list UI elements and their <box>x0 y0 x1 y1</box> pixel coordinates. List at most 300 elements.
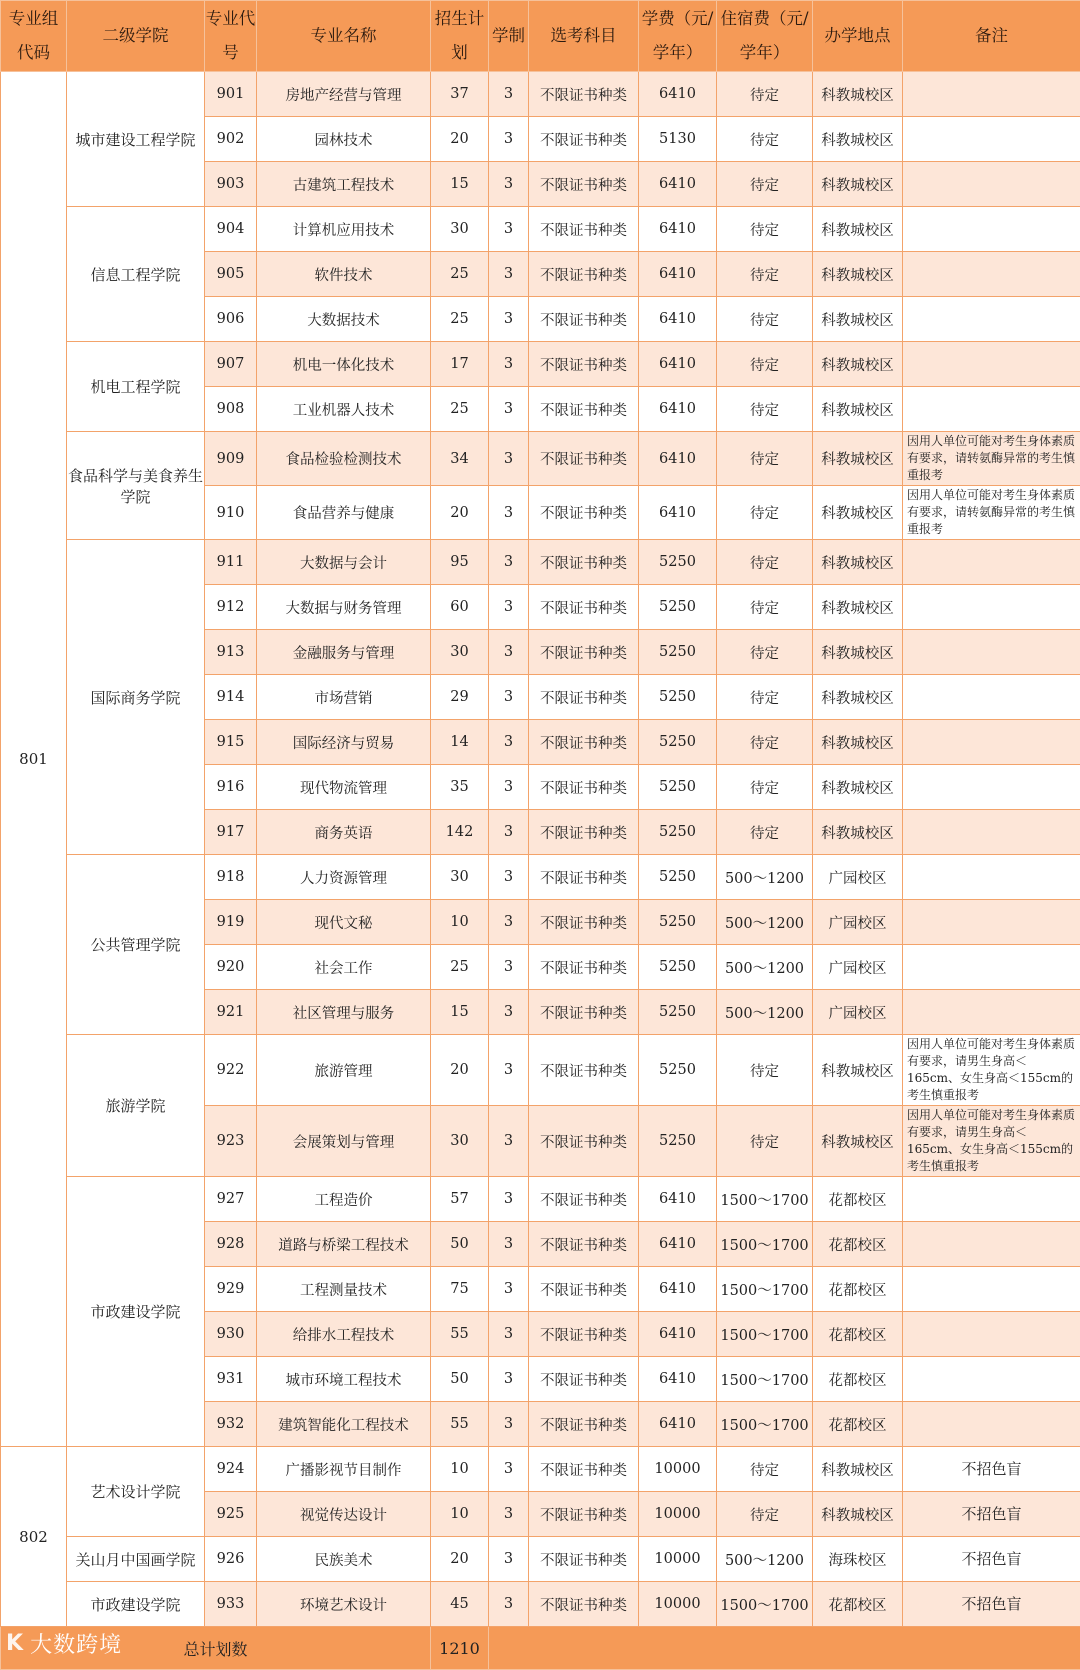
major-code-cell: 910 <box>205 486 257 540</box>
subjects-cell: 不限证书种类 <box>529 765 639 810</box>
plan-cell: 142 <box>431 810 489 855</box>
dorm-cell: 待定 <box>717 252 813 297</box>
years-cell: 3 <box>489 855 529 900</box>
major-name-cell: 园林技术 <box>257 117 431 162</box>
subjects-cell: 不限证书种类 <box>529 585 639 630</box>
dorm-cell: 待定 <box>717 1035 813 1106</box>
tuition-cell: 5250 <box>639 945 717 990</box>
campus-cell: 科教城校区 <box>813 585 903 630</box>
remark-cell <box>903 72 1080 117</box>
tuition-cell: 5250 <box>639 765 717 810</box>
total-value: 1210 <box>431 1627 489 1670</box>
subjects-cell: 不限证书种类 <box>529 720 639 765</box>
remark-cell <box>903 630 1080 675</box>
campus-cell: 科教城校区 <box>813 675 903 720</box>
major-code-cell: 927 <box>205 1177 257 1222</box>
campus-cell: 科教城校区 <box>813 207 903 252</box>
years-cell: 3 <box>489 540 529 585</box>
tuition-cell: 5250 <box>639 1035 717 1106</box>
plan-cell: 10 <box>431 1492 489 1537</box>
plan-cell: 55 <box>431 1312 489 1357</box>
major-code-cell: 911 <box>205 540 257 585</box>
major-name-cell: 机电一体化技术 <box>257 342 431 387</box>
tuition-cell: 5250 <box>639 810 717 855</box>
table-row <box>1 72 1080 117</box>
years-cell: 3 <box>489 1035 529 1106</box>
campus-cell: 科教城校区 <box>813 486 903 540</box>
college-cell: 旅游学院 <box>67 1035 205 1177</box>
years-cell: 3 <box>489 720 529 765</box>
plan-cell: 25 <box>431 945 489 990</box>
remark-cell <box>903 720 1080 765</box>
major-code-cell: 915 <box>205 720 257 765</box>
campus-cell: 花都校区 <box>813 1402 903 1447</box>
dorm-cell: 1500～1700 <box>717 1402 813 1447</box>
total-empty <box>489 1627 1080 1670</box>
tuition-cell: 5250 <box>639 855 717 900</box>
dorm-cell: 1500～1700 <box>717 1177 813 1222</box>
remark-cell: 因用人单位可能对考生身体素质有要求，请转氨酶异常的考生慎重报考 <box>903 486 1080 540</box>
header-college: 二级学院 <box>67 1 205 72</box>
major-name-cell: 建筑智能化工程技术 <box>257 1402 431 1447</box>
subjects-cell: 不限证书种类 <box>529 1492 639 1537</box>
total-label: 总计划数 <box>1 1627 431 1670</box>
dorm-cell: 待定 <box>717 72 813 117</box>
header-remark: 备注 <box>903 1 1080 72</box>
table-row <box>1 207 1080 252</box>
remark-cell: 不招色盲 <box>903 1537 1080 1582</box>
dorm-cell: 待定 <box>717 1106 813 1177</box>
table-body <box>1 72 1080 1627</box>
dorm-cell: 1500～1700 <box>717 1357 813 1402</box>
watermark-logo <box>6 1626 122 1660</box>
remark-cell: 不招色盲 <box>903 1582 1080 1627</box>
subjects-cell: 不限证书种类 <box>529 630 639 675</box>
major-name-cell: 旅游管理 <box>257 1035 431 1106</box>
major-name-cell: 大数据与会计 <box>257 540 431 585</box>
major-name-cell: 环境艺术设计 <box>257 1582 431 1627</box>
header-group-code: 专业组代码 <box>1 1 67 72</box>
years-cell: 3 <box>489 765 529 810</box>
campus-cell: 科教城校区 <box>813 387 903 432</box>
dorm-cell: 待定 <box>717 765 813 810</box>
major-code-cell: 922 <box>205 1035 257 1106</box>
tuition-cell: 6410 <box>639 387 717 432</box>
college-cell: 公共管理学院 <box>67 855 205 1035</box>
plan-cell: 34 <box>431 432 489 486</box>
major-code-cell: 924 <box>205 1447 257 1492</box>
major-name-cell: 现代文秘 <box>257 900 431 945</box>
header-major-name: 专业名称 <box>257 1 431 72</box>
dorm-cell: 500～1200 <box>717 900 813 945</box>
remark-cell <box>903 900 1080 945</box>
dorm-cell: 待定 <box>717 162 813 207</box>
remark-cell: 不招色盲 <box>903 1447 1080 1492</box>
college-cell: 信息工程学院 <box>67 207 205 342</box>
years-cell: 3 <box>489 900 529 945</box>
years-cell: 3 <box>489 117 529 162</box>
campus-cell: 花都校区 <box>813 1177 903 1222</box>
major-code-cell: 906 <box>205 297 257 342</box>
header-plan: 招生计划 <box>431 1 489 72</box>
plan-cell: 30 <box>431 855 489 900</box>
subjects-cell: 不限证书种类 <box>529 1106 639 1177</box>
remark-cell <box>903 990 1080 1035</box>
table-row <box>1 855 1080 900</box>
major-code-cell: 913 <box>205 630 257 675</box>
campus-cell: 广园校区 <box>813 945 903 990</box>
tuition-cell: 10000 <box>639 1582 717 1627</box>
campus-cell: 广园校区 <box>813 990 903 1035</box>
major-name-cell: 商务英语 <box>257 810 431 855</box>
major-name-cell: 会展策划与管理 <box>257 1106 431 1177</box>
college-cell: 机电工程学院 <box>67 342 205 432</box>
subjects-cell: 不限证书种类 <box>529 1537 639 1582</box>
dorm-cell: 1500～1700 <box>717 1582 813 1627</box>
major-name-cell: 古建筑工程技术 <box>257 162 431 207</box>
remark-cell: 因用人单位可能对考生身体素质有要求，请转氨酶异常的考生慎重报考 <box>903 432 1080 486</box>
campus-cell: 科教城校区 <box>813 1035 903 1106</box>
major-name-cell: 大数据与财务管理 <box>257 585 431 630</box>
remark-cell <box>903 1312 1080 1357</box>
campus-cell: 科教城校区 <box>813 630 903 675</box>
dorm-cell: 待定 <box>717 810 813 855</box>
college-cell: 市政建设学院 <box>67 1582 205 1627</box>
major-code-cell: 917 <box>205 810 257 855</box>
plan-cell: 20 <box>431 486 489 540</box>
years-cell: 3 <box>489 252 529 297</box>
tuition-cell: 5250 <box>639 900 717 945</box>
header-campus: 办学地点 <box>813 1 903 72</box>
subjects-cell: 不限证书种类 <box>529 432 639 486</box>
college-cell: 艺术设计学院 <box>67 1447 205 1537</box>
plan-cell: 20 <box>431 1035 489 1106</box>
major-name-cell: 广播影视节目制作 <box>257 1447 431 1492</box>
tuition-cell: 6410 <box>639 342 717 387</box>
major-name-cell: 计算机应用技术 <box>257 207 431 252</box>
plan-cell: 17 <box>431 342 489 387</box>
college-cell: 国际商务学院 <box>67 540 205 855</box>
major-code-cell: 923 <box>205 1106 257 1177</box>
subjects-cell: 不限证书种类 <box>529 990 639 1035</box>
subjects-cell: 不限证书种类 <box>529 675 639 720</box>
major-code-cell: 921 <box>205 990 257 1035</box>
major-name-cell: 人力资源管理 <box>257 855 431 900</box>
plan-cell: 57 <box>431 1177 489 1222</box>
remark-cell <box>903 342 1080 387</box>
remark-cell <box>903 1177 1080 1222</box>
header-row <box>1 1 1080 72</box>
subjects-cell: 不限证书种类 <box>529 1035 639 1106</box>
tuition-cell: 6410 <box>639 1177 717 1222</box>
header-dorm: 住宿费（元/学年） <box>717 1 813 72</box>
tuition-cell: 6410 <box>639 1357 717 1402</box>
major-code-cell: 920 <box>205 945 257 990</box>
plan-cell: 50 <box>431 1357 489 1402</box>
dorm-cell: 待定 <box>717 432 813 486</box>
remark-cell <box>903 945 1080 990</box>
tuition-cell: 6410 <box>639 1402 717 1447</box>
dorm-cell: 待定 <box>717 1492 813 1537</box>
tuition-cell: 6410 <box>639 486 717 540</box>
campus-cell: 科教城校区 <box>813 1106 903 1177</box>
remark-cell <box>903 207 1080 252</box>
tuition-cell: 6410 <box>639 1267 717 1312</box>
dorm-cell: 待定 <box>717 585 813 630</box>
subjects-cell: 不限证书种类 <box>529 387 639 432</box>
plan-cell: 75 <box>431 1267 489 1312</box>
table-row <box>1 1177 1080 1222</box>
tuition-cell: 5250 <box>639 720 717 765</box>
subjects-cell: 不限证书种类 <box>529 252 639 297</box>
tuition-cell: 6410 <box>639 432 717 486</box>
plan-cell: 10 <box>431 1447 489 1492</box>
years-cell: 3 <box>489 675 529 720</box>
table-row <box>1 342 1080 387</box>
plan-cell: 29 <box>431 675 489 720</box>
years-cell: 3 <box>489 1312 529 1357</box>
dorm-cell: 待定 <box>717 675 813 720</box>
tuition-cell: 6410 <box>639 162 717 207</box>
major-code-cell: 931 <box>205 1357 257 1402</box>
tuition-cell: 6410 <box>639 297 717 342</box>
table-row <box>1 1447 1080 1492</box>
remark-cell <box>903 810 1080 855</box>
subjects-cell: 不限证书种类 <box>529 540 639 585</box>
tuition-cell: 6410 <box>639 252 717 297</box>
dorm-cell: 待定 <box>717 630 813 675</box>
plan-cell: 20 <box>431 1537 489 1582</box>
remark-cell <box>903 585 1080 630</box>
table-row <box>1 1582 1080 1627</box>
campus-cell: 科教城校区 <box>813 162 903 207</box>
major-code-cell: 918 <box>205 855 257 900</box>
plan-cell: 30 <box>431 207 489 252</box>
dorm-cell: 待定 <box>717 207 813 252</box>
years-cell: 3 <box>489 207 529 252</box>
dorm-cell: 待定 <box>717 387 813 432</box>
header-major-code: 专业代号 <box>205 1 257 72</box>
major-name-cell: 食品营养与健康 <box>257 486 431 540</box>
years-cell: 3 <box>489 162 529 207</box>
major-name-cell: 视觉传达设计 <box>257 1492 431 1537</box>
major-code-cell: 932 <box>205 1402 257 1447</box>
campus-cell: 科教城校区 <box>813 720 903 765</box>
subjects-cell: 不限证书种类 <box>529 1357 639 1402</box>
major-name-cell: 软件技术 <box>257 252 431 297</box>
campus-cell: 广园校区 <box>813 900 903 945</box>
plan-cell: 50 <box>431 1222 489 1267</box>
years-cell: 3 <box>489 342 529 387</box>
plan-cell: 25 <box>431 297 489 342</box>
subjects-cell: 不限证书种类 <box>529 1177 639 1222</box>
years-cell: 3 <box>489 1267 529 1312</box>
campus-cell: 科教城校区 <box>813 432 903 486</box>
dorm-cell: 待定 <box>717 297 813 342</box>
campus-cell: 科教城校区 <box>813 765 903 810</box>
remark-cell <box>903 540 1080 585</box>
campus-cell: 花都校区 <box>813 1312 903 1357</box>
campus-cell: 广园校区 <box>813 855 903 900</box>
campus-cell: 花都校区 <box>813 1357 903 1402</box>
years-cell: 3 <box>489 990 529 1035</box>
logo-text: 大数跨境 <box>30 1628 122 1659</box>
group-code-cell: 802 <box>1 1447 67 1627</box>
major-code-cell: 926 <box>205 1537 257 1582</box>
subjects-cell: 不限证书种类 <box>529 1222 639 1267</box>
major-code-cell: 916 <box>205 765 257 810</box>
plan-cell: 35 <box>431 765 489 810</box>
plan-cell: 45 <box>431 1582 489 1627</box>
major-name-cell: 金融服务与管理 <box>257 630 431 675</box>
major-name-cell: 工程测量技术 <box>257 1267 431 1312</box>
remark-cell: 因用人单位可能对考生身体素质有要求，请男生身高＜165cm、女生身高＜155cm的考生慎重报考 <box>903 1106 1080 1177</box>
dorm-cell: 待定 <box>717 117 813 162</box>
dorm-cell: 待定 <box>717 486 813 540</box>
tuition-cell: 10000 <box>639 1492 717 1537</box>
tuition-cell: 5250 <box>639 630 717 675</box>
subjects-cell: 不限证书种类 <box>529 1267 639 1312</box>
years-cell: 3 <box>489 297 529 342</box>
subjects-cell: 不限证书种类 <box>529 855 639 900</box>
major-code-cell: 928 <box>205 1222 257 1267</box>
major-code-cell: 909 <box>205 432 257 486</box>
years-cell: 3 <box>489 945 529 990</box>
college-cell: 食品科学与美食养生学院 <box>67 432 205 540</box>
table-row <box>1 540 1080 585</box>
campus-cell: 花都校区 <box>813 1222 903 1267</box>
major-code-cell: 933 <box>205 1582 257 1627</box>
major-code-cell: 925 <box>205 1492 257 1537</box>
dorm-cell: 待定 <box>717 1447 813 1492</box>
tuition-cell: 5250 <box>639 675 717 720</box>
major-code-cell: 930 <box>205 1312 257 1357</box>
major-code-cell: 901 <box>205 72 257 117</box>
major-code-cell: 903 <box>205 162 257 207</box>
header-tuition: 学费（元/学年） <box>639 1 717 72</box>
tuition-cell: 6410 <box>639 72 717 117</box>
college-cell: 城市建设工程学院 <box>67 72 205 207</box>
group-code-cell: 801 <box>1 72 67 1447</box>
tuition-cell: 5250 <box>639 1106 717 1177</box>
campus-cell: 科教城校区 <box>813 342 903 387</box>
years-cell: 3 <box>489 1402 529 1447</box>
remark-cell <box>903 1357 1080 1402</box>
plan-cell: 55 <box>431 1402 489 1447</box>
plan-cell: 60 <box>431 585 489 630</box>
major-code-cell: 914 <box>205 675 257 720</box>
subjects-cell: 不限证书种类 <box>529 162 639 207</box>
dorm-cell: 500～1200 <box>717 945 813 990</box>
college-cell: 市政建设学院 <box>67 1177 205 1447</box>
years-cell: 3 <box>489 1357 529 1402</box>
years-cell: 3 <box>489 1447 529 1492</box>
campus-cell: 科教城校区 <box>813 252 903 297</box>
major-name-cell: 大数据技术 <box>257 297 431 342</box>
subjects-cell: 不限证书种类 <box>529 1312 639 1357</box>
campus-cell: 海珠校区 <box>813 1537 903 1582</box>
major-name-cell: 给排水工程技术 <box>257 1312 431 1357</box>
major-name-cell: 房地产经营与管理 <box>257 72 431 117</box>
plan-cell: 30 <box>431 1106 489 1177</box>
tuition-cell: 10000 <box>639 1447 717 1492</box>
remark-cell: 因用人单位可能对考生身体素质有要求，请男生身高＜165cm、女生身高＜155cm的考生慎重报考 <box>903 1035 1080 1106</box>
subjects-cell: 不限证书种类 <box>529 72 639 117</box>
subjects-cell: 不限证书种类 <box>529 1402 639 1447</box>
tuition-cell: 5250 <box>639 990 717 1035</box>
dorm-cell: 待定 <box>717 720 813 765</box>
plan-cell: 10 <box>431 900 489 945</box>
remark-cell <box>903 765 1080 810</box>
dorm-cell: 待定 <box>717 540 813 585</box>
subjects-cell: 不限证书种类 <box>529 1447 639 1492</box>
years-cell: 3 <box>489 1537 529 1582</box>
major-name-cell: 社会工作 <box>257 945 431 990</box>
years-cell: 3 <box>489 72 529 117</box>
remark-cell <box>903 1402 1080 1447</box>
college-cell: 关山月中国画学院 <box>67 1537 205 1582</box>
major-code-cell: 905 <box>205 252 257 297</box>
major-name-cell: 食品检验检测技术 <box>257 432 431 486</box>
plan-cell: 25 <box>431 252 489 297</box>
subjects-cell: 不限证书种类 <box>529 486 639 540</box>
logo-icon: K <box>6 1631 24 1656</box>
major-code-cell: 907 <box>205 342 257 387</box>
tuition-cell: 5130 <box>639 117 717 162</box>
remark-cell: 不招色盲 <box>903 1492 1080 1537</box>
subjects-cell: 不限证书种类 <box>529 117 639 162</box>
major-name-cell: 道路与桥梁工程技术 <box>257 1222 431 1267</box>
subjects-cell: 不限证书种类 <box>529 945 639 990</box>
major-name-cell: 市场营销 <box>257 675 431 720</box>
major-name-cell: 工业机器人技术 <box>257 387 431 432</box>
campus-cell: 科教城校区 <box>813 72 903 117</box>
plan-cell: 30 <box>431 630 489 675</box>
years-cell: 3 <box>489 1222 529 1267</box>
plan-cell: 37 <box>431 72 489 117</box>
plan-cell: 20 <box>431 117 489 162</box>
plan-cell: 14 <box>431 720 489 765</box>
plan-cell: 15 <box>431 990 489 1035</box>
years-cell: 3 <box>489 585 529 630</box>
remark-cell <box>903 162 1080 207</box>
subjects-cell: 不限证书种类 <box>529 1582 639 1627</box>
dorm-cell: 500～1200 <box>717 855 813 900</box>
table-row <box>1 1035 1080 1106</box>
table-row <box>1 432 1080 486</box>
subjects-cell: 不限证书种类 <box>529 297 639 342</box>
major-name-cell: 工程造价 <box>257 1177 431 1222</box>
years-cell: 3 <box>489 1106 529 1177</box>
plan-cell: 95 <box>431 540 489 585</box>
tuition-cell: 6410 <box>639 1222 717 1267</box>
remark-cell <box>903 387 1080 432</box>
major-code-cell: 929 <box>205 1267 257 1312</box>
total-row <box>1 1627 1080 1670</box>
major-code-cell: 904 <box>205 207 257 252</box>
header-years: 学制 <box>489 1 529 72</box>
years-cell: 3 <box>489 387 529 432</box>
years-cell: 3 <box>489 486 529 540</box>
remark-cell <box>903 297 1080 342</box>
campus-cell: 科教城校区 <box>813 540 903 585</box>
major-code-cell: 908 <box>205 387 257 432</box>
major-code-cell: 919 <box>205 900 257 945</box>
tuition-cell: 5250 <box>639 585 717 630</box>
plan-cell: 25 <box>431 387 489 432</box>
campus-cell: 花都校区 <box>813 1267 903 1312</box>
major-name-cell: 国际经济与贸易 <box>257 720 431 765</box>
